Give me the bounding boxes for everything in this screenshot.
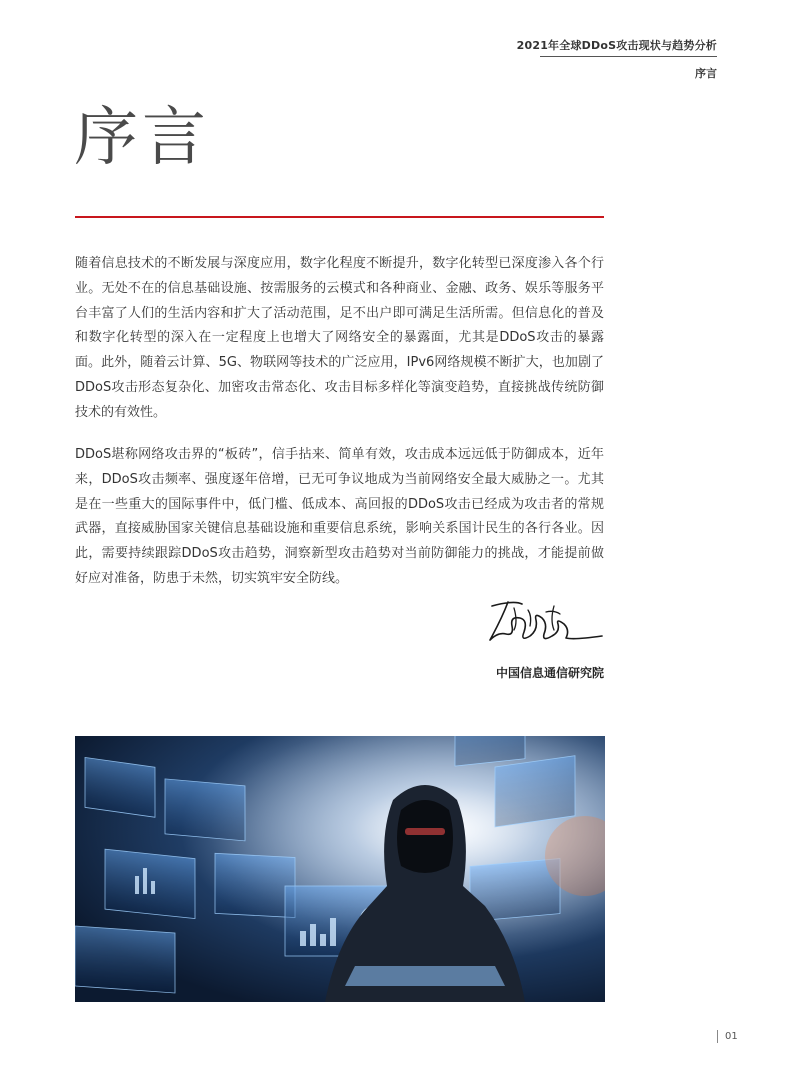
- body-paragraph-2: DDoS堪称网络攻击界的“板砖”，信手拈来、简单有效，攻击成本远远低于防御成本，近年来，DDoS攻击频率、强度逐年倍增，已无可争议地成为当前网络安全最大威胁之一。尤其是在一些重大的国际事件中，低门槛、低成本、高回报的DDoS攻击已经成为攻击者的常规武器，直接威胁国家关键信息基础设施和重要信息系统，影响关系国计民生的各行各业。因此，需要持续跟踪DDoS攻击趋势，洞察新型攻击趋势对当前防御能力的挑战，才能提前做好应对准备，防患于未然，切实筑牢安全防线。: [75, 447, 604, 586]
- header-divider: [540, 56, 717, 57]
- section-label: 序言: [695, 67, 717, 80]
- page-title: 序言: [74, 101, 210, 175]
- page-number: 01: [725, 1031, 738, 1042]
- organization-name: 中国信息通信研究院: [495, 666, 604, 680]
- title-divider: [75, 216, 604, 218]
- footer-divider: [717, 1030, 718, 1043]
- hero-illustration: [75, 736, 605, 1002]
- body-paragraph-1: 随着信息技术的不断发展与深度应用，数字化程度不断提升，数字化转型已深度渗入各个行业。无处不在的信息基础设施、按需服务的云模式和各种商业、金融、政务、娱乐等服务平台丰富了人们的生活内容和扩大了活动范围，足不出户即可满足生活所需。但信息化的普及和数字化转型的深入在一定程度上也增大了网络安全的暴露面，尤其是DDoS攻击的暴露面。此外，随着云计算、5G、物联网等技术的广泛应用，IPv6网络规模不断扩大，也加剧了DDoS攻击形态复杂化、加密攻击常态化、攻击目标多样化等演变趋势，直接挑战传统防御技术的有效性。: [75, 256, 604, 420]
- cyber-security-hero-image: [75, 736, 605, 1002]
- signature-image: [484, 596, 604, 654]
- report-title: 2021年全球DDoS攻击现状与趋势分析: [516, 39, 717, 52]
